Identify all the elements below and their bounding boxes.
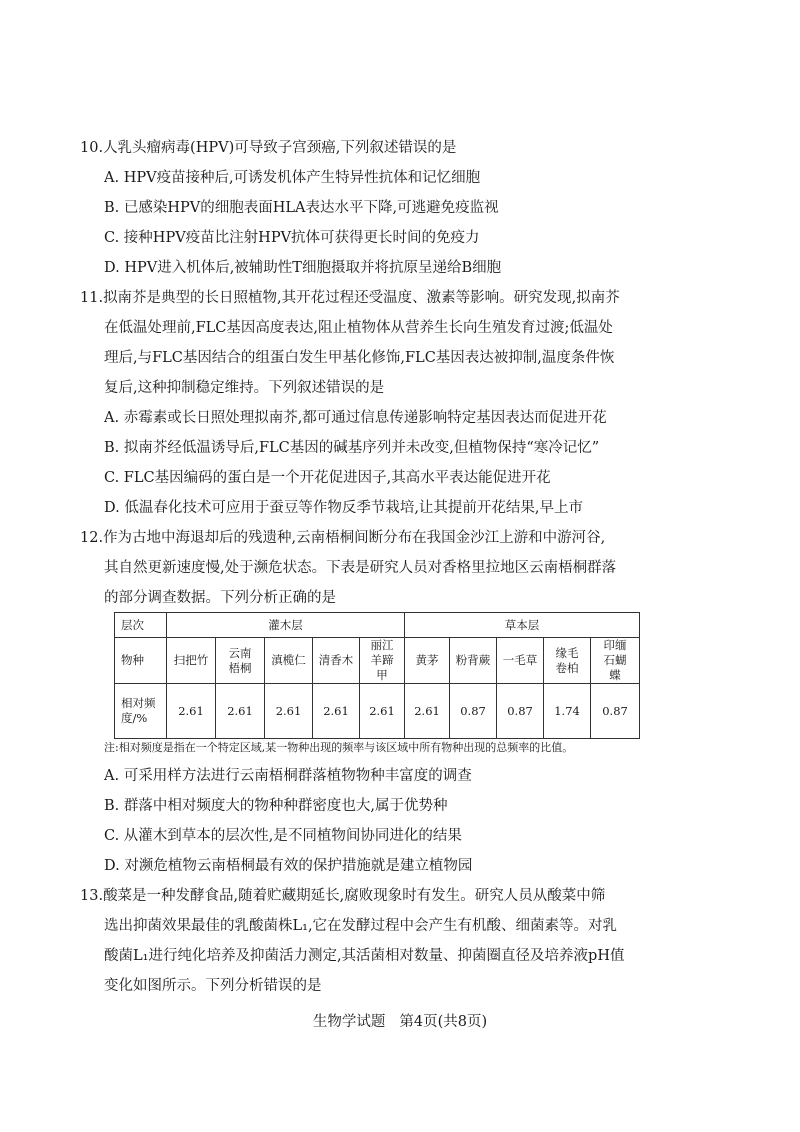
frequency-header [115, 684, 167, 739]
footer-subject: 生物学试题 [312, 1014, 386, 1030]
option-c: C. 接种HPV疫苗比注射HPV抗体可获得更长时间的免疫力 [104, 230, 480, 246]
question-12-stem-line: 其自然更新速度慢,处于濒危状态。下表是研究人员对香格里拉地区云南梧桐群落 [104, 560, 617, 576]
group-header-herb: 草本层 [405, 613, 640, 638]
question-12-stem-line: 的部分调查数据。下列分析正确的是 [104, 590, 336, 606]
question-number: 11. [80, 290, 104, 306]
option-c: C. 从灌木到草本的层次性,是不同植物间协同进化的结果 [104, 828, 462, 844]
question-stem: 拟南芥是典型的长日照植物,其开花过程还受温度、激素等影响。研究发现,拟南芥 [103, 290, 620, 306]
species-cell [544, 638, 591, 684]
group-header-shrub: 灌木层 [167, 613, 405, 638]
frequency-cell: 2.61 [265, 684, 313, 739]
question-stem: 人乳头瘤病毒(HPV)可导致子宫颈癌,下列叙述错误的是 [103, 140, 457, 156]
question-11-stem-line [80, 288, 620, 308]
species-cell [360, 638, 405, 684]
option-d: D. 低温春化技术可应用于蚕豆等作物反季节栽培,让其提前开花结果,早上市 [104, 500, 584, 516]
question-13-stem-line: 变化如图所示。下列分析错误的是 [104, 978, 322, 994]
species-label: 印缅石蝴蝶 [603, 638, 627, 682]
frequency-cell: 2.61 [167, 684, 216, 739]
species-cell: 黄茅 [405, 638, 450, 684]
option-d: D. 对濒危植物云南梧桐最有效的保护措施就是建立植物园 [104, 858, 473, 874]
option-b: B. 群落中相对频度大的物种种群密度也大,属于优势种 [104, 798, 448, 814]
question-number: 13. [80, 888, 104, 904]
question-stem: 作为古地中海退却后的残遗种,云南梧桐间断分布在我国金沙江上游和中游河谷, [103, 530, 606, 546]
option-a: A. 可采用样方法进行云南梧桐群落植物物种丰富度的调查 [104, 768, 472, 784]
layer-header: 层次 [115, 613, 167, 638]
species-cell [591, 638, 640, 684]
species-cell: 扫把竹 [167, 638, 216, 684]
question-number: 12. [80, 530, 104, 546]
frequency-cell: 2.61 [405, 684, 450, 739]
option-b: B. 拟南芥经低温诱导后,FLC基因的碱基序列并未改变,但植物保持“寒冷记忆” [104, 440, 600, 456]
frequency-label: 相对频度/% [121, 696, 156, 725]
survey-data-table [114, 612, 640, 739]
frequency-cell: 2.61 [360, 684, 405, 739]
question-number: 10. [80, 140, 104, 156]
species-label: 丽江羊蹄甲 [370, 638, 394, 682]
question-12-stem-line [80, 528, 605, 548]
frequency-cell: 1.74 [544, 684, 591, 739]
option-b: B. 已感染HPV的细胞表面HLA表达水平下降,可逃避免疫监视 [104, 200, 499, 216]
question-10-stem [80, 138, 456, 158]
question-11-stem-line: 在低温处理前,FLC基因高度表达,阻止植物体从营养生长向生殖发育过渡;低温处 [104, 320, 613, 336]
frequency-cell: 0.87 [450, 684, 497, 739]
question-13-stem-line: 酸菌L₁进行纯化培养及抑菌活力测定,其活菌相对数量、抑菌圈直径及培养液pH值 [104, 948, 625, 964]
page-footer [0, 1012, 800, 1032]
frequency-cell: 2.61 [313, 684, 360, 739]
table-note: 注:相对频度是指在一个特定区域,某一物种出现的频率与该区域中所有物种出现的总频率的比值。 [104, 741, 574, 754]
species-cell: 清香木 [313, 638, 360, 684]
question-13-stem-line: 选出抑菌效果最佳的乳酸菌株L₁,它在发酵过程中会产生有机酸、细菌素等。对乳 [104, 918, 618, 934]
frequency-cell: 0.87 [497, 684, 544, 739]
question-13-stem-line [80, 886, 605, 906]
species-cell: 粉背蕨 [450, 638, 497, 684]
question-11-stem-line: 复后,这种抑制稳定维持。下列叙述错误的是 [104, 380, 385, 396]
question-stem: 酸菜是一种发酵食品,随着贮藏期延长,腐败现象时有发生。研究人员从酸菜中筛 [103, 888, 606, 904]
footer-page-number: 第4页(共8页) [399, 1014, 488, 1030]
option-d: D. HPV进入机体后,被辅助性T细胞摄取并将抗原呈递给B细胞 [104, 260, 502, 276]
species-cell: 一毛草 [497, 638, 544, 684]
species-cell [216, 638, 265, 684]
option-a: A. HPV疫苗接种后,可诱发机体产生特异性抗体和记忆细胞 [104, 170, 481, 186]
option-c: C. FLC基因编码的蛋白是一个开花促进因子,其高水平表达能促进开花 [104, 470, 551, 486]
species-cell: 滇榄仁 [265, 638, 313, 684]
question-11-stem-line: 理后,与FLC基因结合的组蛋白发生甲基化修饰,FLC基因表达被抑制,温度条件恢 [104, 350, 615, 366]
species-label: 云南梧桐 [228, 645, 252, 675]
species-label: 缘毛卷柏 [555, 645, 579, 675]
option-a: A. 赤霉素或长日照处理拟南芥,都可通过信息传递影响特定基因表达而促进开花 [104, 410, 607, 426]
frequency-cell: 0.87 [591, 684, 640, 739]
species-header: 物种 [115, 638, 167, 684]
frequency-cell: 2.61 [216, 684, 265, 739]
